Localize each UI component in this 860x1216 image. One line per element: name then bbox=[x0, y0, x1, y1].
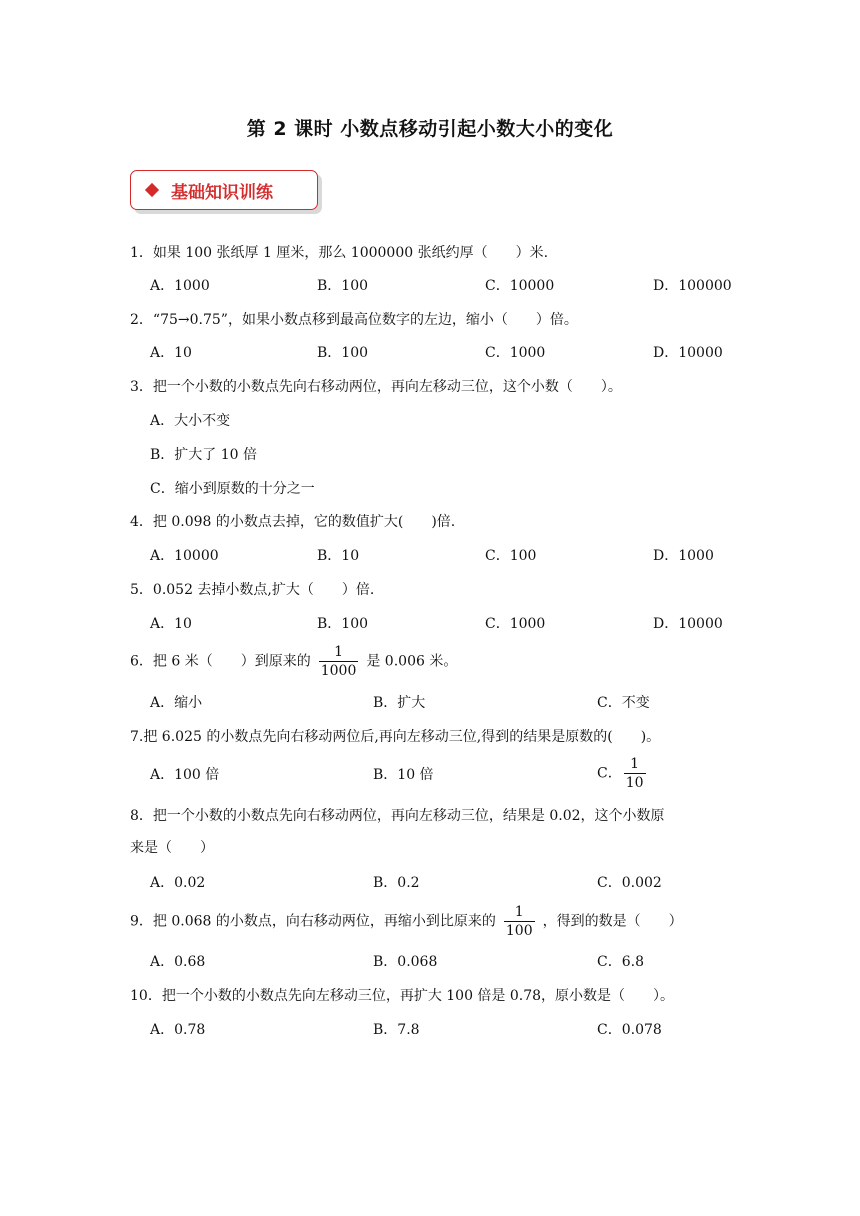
q1-option-b[interactable]: B．100 bbox=[317, 278, 369, 294]
q8-option-a[interactable]: A．0.02 bbox=[150, 875, 206, 891]
q2-option-a[interactable]: A．10 bbox=[150, 345, 192, 361]
diamond-icon bbox=[145, 183, 159, 197]
q2-option-d[interactable]: D．10000 bbox=[653, 345, 723, 361]
q7-numerator: 1 bbox=[630, 756, 640, 772]
section-header bbox=[130, 170, 318, 210]
q1-option-a[interactable]: A．1000 bbox=[150, 278, 210, 294]
q7-option-c[interactable] bbox=[597, 755, 654, 792]
question-10: 10．把一个小数的小数点先向左移动三位，再扩大 100 倍是 0.78，原小数是（ ）。 bbox=[130, 988, 675, 1004]
q6-denominator: 1000 bbox=[320, 663, 357, 679]
q2-option-b[interactable]: B．100 bbox=[317, 345, 369, 361]
q5-option-a[interactable]: A．10 bbox=[150, 616, 192, 632]
question-9 bbox=[130, 903, 683, 940]
q7-option-a[interactable]: A．100 倍 bbox=[150, 767, 220, 783]
q6-prefix: 6．把 6 米（ ）到原来的 bbox=[130, 653, 311, 670]
q1-option-d[interactable]: D．100000 bbox=[653, 278, 732, 294]
q4-option-a[interactable]: A．10000 bbox=[150, 548, 219, 564]
q9-option-a[interactable]: A．0.68 bbox=[150, 954, 206, 970]
q7-fraction bbox=[624, 755, 646, 792]
question-2: 2．“75→0.75”，如果小数点移到最高位数字的左边，缩小（ ）倍。 bbox=[130, 312, 578, 328]
q10-option-a[interactable]: A．0.78 bbox=[150, 1022, 206, 1038]
q6-option-b[interactable]: B．扩大 bbox=[373, 695, 426, 711]
q3-option-c[interactable]: C．缩小到原数的十分之一 bbox=[150, 481, 315, 497]
q2-option-c[interactable]: C．1000 bbox=[485, 345, 546, 361]
q9-option-c[interactable]: C．6.8 bbox=[597, 954, 644, 970]
q9-suffix: ，得到的数是（ ） bbox=[542, 913, 683, 930]
q6-fraction bbox=[319, 643, 359, 680]
section-label: 基础知识训练 bbox=[171, 182, 273, 203]
q1-option-c[interactable]: C．10000 bbox=[485, 278, 555, 294]
q5-option-b[interactable]: B．100 bbox=[317, 616, 369, 632]
q6-numerator: 1 bbox=[334, 644, 343, 660]
q6-suffix: 是 0.006 米。 bbox=[366, 653, 458, 670]
question-4: 4．把 0.098 的小数点去掉，它的数值扩大( )倍. bbox=[130, 514, 456, 530]
question-8-line-1: 8．把一个小数的小数点先向右移动两位，再向左移动三位，结果是 0.02，这个小数原 bbox=[130, 808, 665, 824]
q7-option-c-prefix: C． bbox=[597, 765, 622, 782]
question-1: 1．如果 100 张纸厚 1 厘米，那么 1000000 张纸约厚（ ）米. bbox=[130, 245, 549, 261]
question-3: 3．把一个小数的小数点先向右移动两位，再向左移动三位，这个小数（ ）。 bbox=[130, 379, 622, 395]
question-7: 7.把 6.025 的小数点先向右移动两位后,再向左移动三位,得到的结果是原数的( )。 bbox=[130, 729, 661, 745]
q7-option-b[interactable]: B．10 倍 bbox=[373, 767, 434, 783]
q3-option-b[interactable]: B．扩大了 10 倍 bbox=[150, 447, 258, 463]
q8-option-c[interactable]: C．0.002 bbox=[597, 875, 662, 891]
q9-numerator: 1 bbox=[514, 904, 524, 920]
question-5: 5．0.052 去掉小数点,扩大（ ）倍. bbox=[130, 582, 375, 598]
q9-denominator: 100 bbox=[505, 923, 533, 939]
question-8-line-2: 来是（ ） bbox=[130, 840, 214, 856]
q7-denominator: 10 bbox=[625, 775, 644, 791]
page-title: 第 2 课时 小数点移动引起小数大小的变化 bbox=[246, 118, 614, 140]
q9-fraction bbox=[504, 903, 535, 940]
q10-option-b[interactable]: B．7.8 bbox=[373, 1022, 420, 1038]
q6-option-c[interactable]: C．不变 bbox=[597, 695, 650, 711]
q4-option-c[interactable]: C．100 bbox=[485, 548, 537, 564]
q5-option-d[interactable]: D．10000 bbox=[653, 616, 723, 632]
q4-option-d[interactable]: D．1000 bbox=[653, 548, 714, 564]
q3-option-a[interactable]: A．大小不变 bbox=[150, 413, 231, 429]
q9-prefix: 9．把 0.068 的小数点，向右移动两位，再缩小到比原来的 bbox=[130, 913, 496, 930]
q10-option-c[interactable]: C．0.078 bbox=[597, 1022, 662, 1038]
question-6 bbox=[130, 643, 457, 680]
q9-option-b[interactable]: B．0.068 bbox=[373, 954, 438, 970]
q6-option-a[interactable]: A．缩小 bbox=[150, 695, 203, 711]
q5-option-c[interactable]: C．1000 bbox=[485, 616, 546, 632]
q8-option-b[interactable]: B．0.2 bbox=[373, 875, 420, 891]
q4-option-b[interactable]: B．10 bbox=[317, 548, 360, 564]
